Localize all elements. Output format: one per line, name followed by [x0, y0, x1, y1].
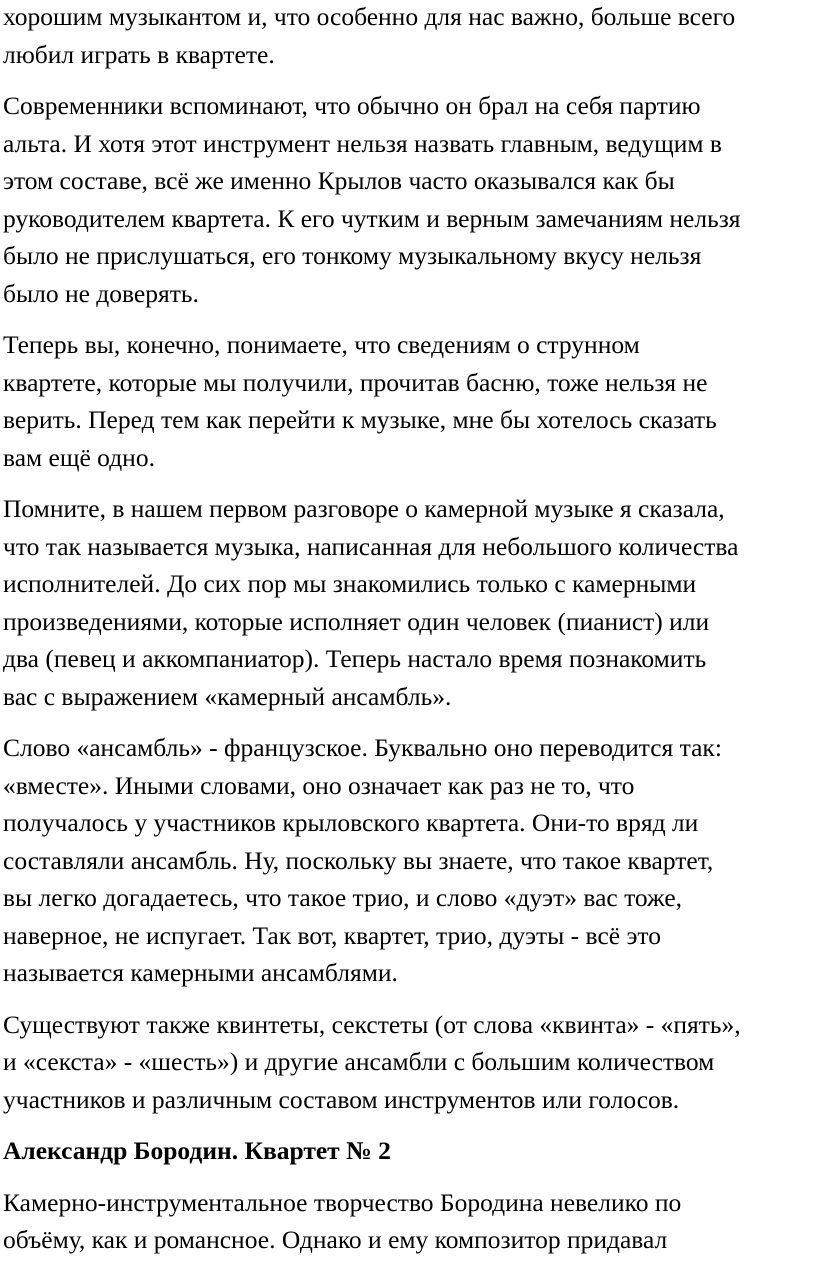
text-line: было не доверять.	[3, 278, 199, 308]
text-line: Современники вспоминают, что обычно он брал на себя партию	[3, 91, 701, 120]
text-line: квартете, которые мы получили, прочитав басню, тоже нельзя не	[3, 367, 708, 397]
text-line: «вместе». Иными словами, оно означает как раз не то, что	[3, 770, 635, 800]
text-line: хорошим музыкантом и, что особенно для нас важно, больше всего	[3, 2, 736, 31]
text-line: любил играть в квартете.	[3, 39, 275, 69]
paragraph-2	[3, 87, 813, 312]
text-line: было не прислушаться, его тонкому музыкальному вкусу нельзя	[3, 241, 702, 270]
text-line: Теперь вы, конечно, понимаете, что сведениям о струнном	[3, 330, 640, 359]
text-line: что так называется музыка, написанная для небольшого количества	[3, 531, 739, 561]
text-line: вас с выражением «камерный ансамбль».	[3, 681, 452, 711]
text-line: этом составе, всё же именно Крылов часто оказывался как бы	[3, 166, 675, 195]
text-line: исполнителей. До сих пор мы знакомились только с камерными	[3, 569, 697, 598]
text-line: Помните, в нашем первом разговоре о камерной музыке я сказала,	[3, 494, 725, 523]
paragraph-final	[3, 1184, 813, 1259]
text-line: руководителем квартета. К его чутким и верным замечаниям нельзя	[3, 203, 741, 233]
paragraph-1	[3, 0, 813, 73]
text-line: получалось у участников крыловского квартета. Они-то вряд ли	[3, 808, 699, 837]
paragraph-6	[3, 1006, 813, 1119]
paragraph-3	[3, 326, 813, 476]
text-line: произведениями, которые исполняет один человек (пианист) или	[3, 606, 710, 636]
text-line: и «секста» - «шесть») и другие ансамбли с большим количеством	[3, 1047, 715, 1076]
text-line: объёму, как и романсное. Однако и ему композитор придавал	[3, 1225, 668, 1254]
section-heading: Александр Бородин. Квартет № 2	[3, 1136, 391, 1165]
text-line: альта. И хотя этот инструмент нельзя назвать главным, ведущим в	[3, 128, 722, 158]
text-line: Камерно-инструментальное творчество Бородина невелико по	[3, 1187, 682, 1217]
text-line: участников и различным составом инструментов или голосов.	[3, 1084, 680, 1114]
text-line: вам ещё одно.	[3, 442, 155, 472]
document-page	[3, 0, 813, 1273]
text-line: верить. Перед тем как перейти к музыке, мне бы хотелось сказать	[3, 405, 717, 434]
text-line: Существуют также квинтеты, секстеты (от слова «квинта» - «пять»,	[3, 1009, 741, 1039]
text-line: вы легко догадаетесь, что такое трио, и слово «дуэт» вас тоже,	[3, 883, 683, 912]
text-line: два (певец и аккомпаниатор). Теперь настало время познакомить	[3, 644, 707, 673]
text-line: наверное, не испугает. Так вот, квартет, трио, дуэты - всё это	[3, 920, 661, 950]
text-line: называется камерными ансамблями.	[3, 958, 398, 987]
paragraph-5	[3, 729, 813, 992]
paragraph-4	[3, 490, 813, 715]
text-line: Слово «ансамбль» - французское. Буквально оно переводится так:	[3, 733, 722, 762]
text-line: составляли ансамбль. Ну, поскольку вы знаете, что такое квартет,	[3, 845, 714, 875]
